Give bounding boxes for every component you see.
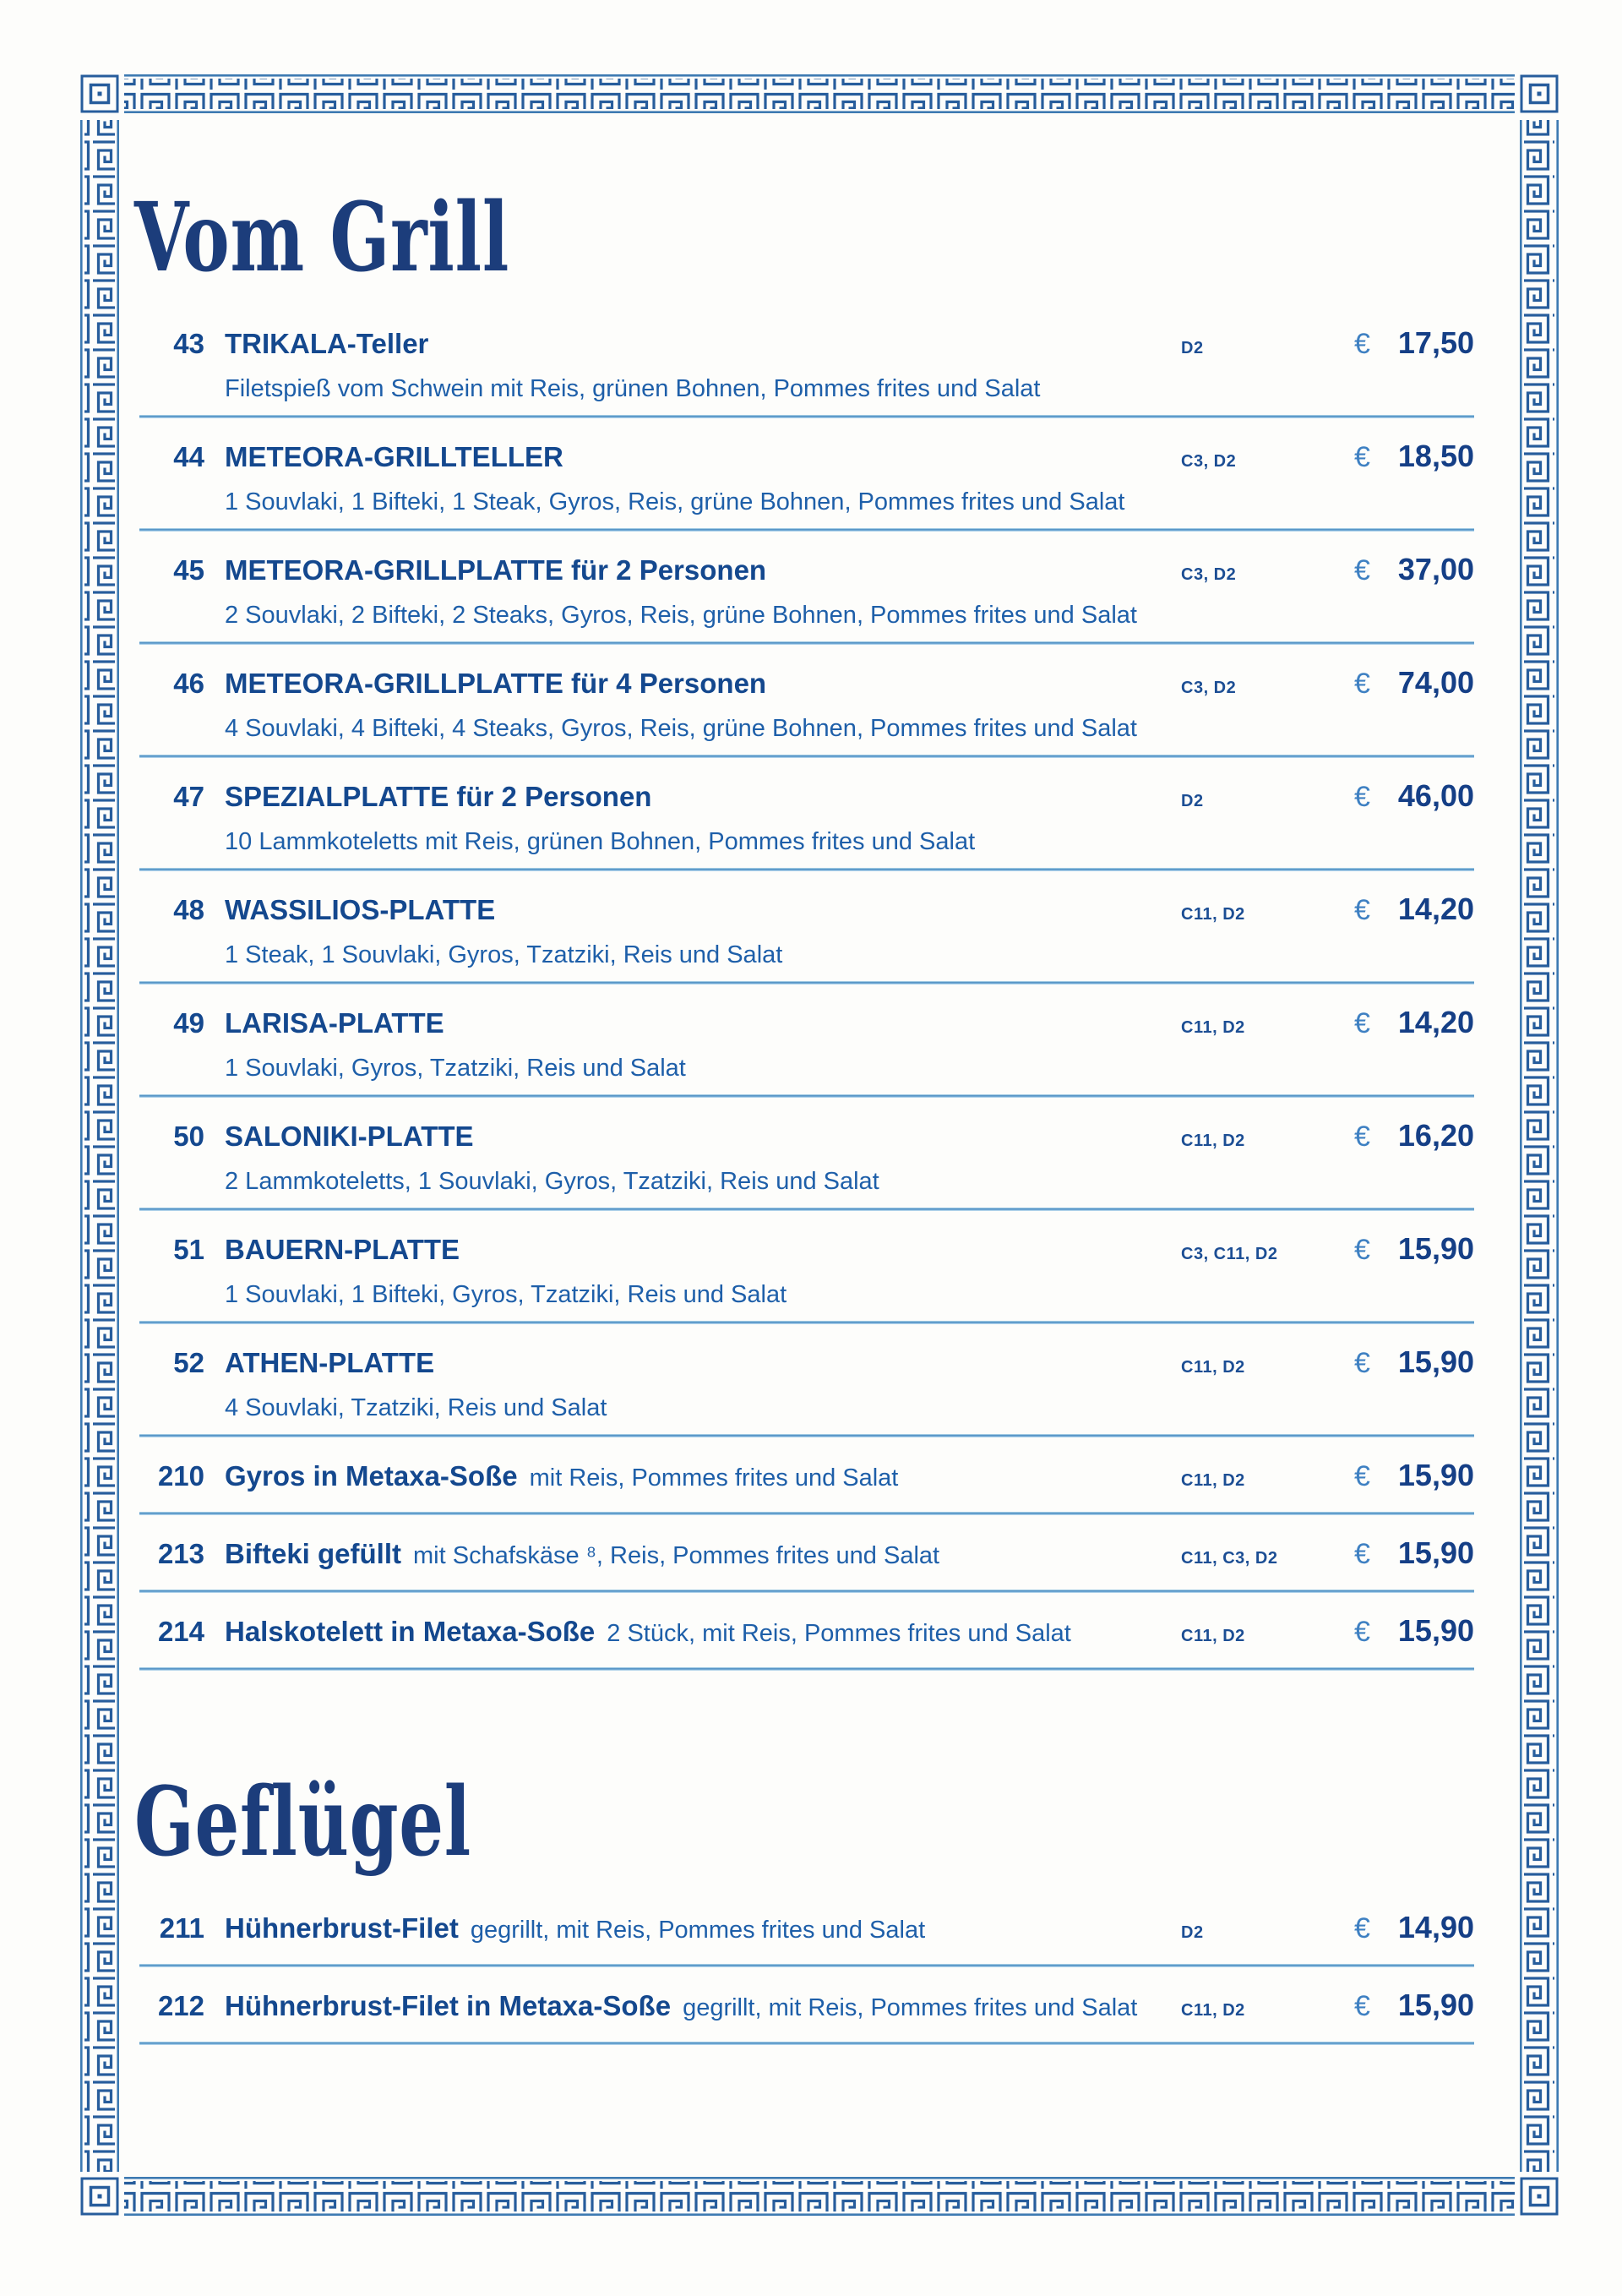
item-number: 210	[157, 1460, 204, 1492]
row-divider	[139, 1667, 1474, 1671]
euro-symbol: €	[1354, 1912, 1370, 1945]
item-title-group	[225, 777, 1181, 822]
menu-item	[139, 890, 1474, 984]
item-number: 45	[173, 554, 204, 586]
item-price: 46,00	[1397, 778, 1474, 814]
item-title-group	[225, 891, 1181, 935]
row-divider	[139, 1434, 1474, 1437]
euro-symbol: €	[1354, 1234, 1370, 1267]
euro-symbol: €	[1354, 1460, 1370, 1493]
menu-item	[139, 1003, 1474, 1098]
item-number: 46	[173, 668, 204, 700]
menu-item-main-line	[139, 550, 1474, 596]
item-description: 10 Lammkoteletts mit Reis, grünen Bohnen, Pommes frites und Salat	[225, 828, 976, 856]
item-title-group	[225, 1909, 1181, 1954]
item-allergen-codes: C3, D2	[1181, 679, 1237, 698]
item-description: 1 Souvlaki, 1 Bifteki, Gyros, Tzatziki, Reis und Salat	[225, 1281, 787, 1309]
menu-item	[139, 1343, 1474, 1437]
menu-item-main-line	[139, 663, 1474, 709]
item-allergen-codes: C3, C11, D2	[1181, 1245, 1278, 1264]
menu-item	[139, 324, 1474, 418]
menu-item	[139, 1456, 1474, 1515]
menu-item	[139, 1908, 1474, 1967]
item-inline-description: 2 Stück, mit Reis, Pommes frites und Salat	[607, 1620, 1071, 1648]
item-name: Halskotelett in Metaxa-Soße	[225, 1616, 596, 1648]
item-allergen-codes: C3, D2	[1181, 452, 1237, 472]
item-price: 15,90	[1397, 1613, 1474, 1649]
menu-item	[139, 437, 1474, 532]
euro-symbol: €	[1354, 1990, 1370, 2023]
item-name: Gyros in Metaxa-Soße	[225, 1460, 518, 1492]
row-divider	[139, 1964, 1474, 1967]
item-price: 18,50	[1397, 439, 1474, 474]
menu-item	[139, 1534, 1474, 1593]
euro-symbol: €	[1354, 1538, 1370, 1571]
item-number: 47	[173, 781, 204, 813]
item-title-group	[225, 1344, 1181, 1388]
menu-item	[139, 777, 1474, 871]
euro-symbol: €	[1354, 554, 1370, 587]
menu-item-main-line	[139, 1612, 1474, 1657]
item-price: 14,20	[1397, 892, 1474, 927]
item-number: 52	[173, 1347, 204, 1379]
item-inline-description: mit Reis, Pommes frites und Salat	[529, 1464, 899, 1492]
section-title: Geflügel	[134, 1767, 471, 1878]
item-price: 14,20	[1397, 1005, 1474, 1040]
item-price: 37,00	[1397, 552, 1474, 587]
item-name: SPEZIALPLATTE für 2 Personen	[225, 781, 652, 813]
euro-symbol: €	[1354, 441, 1370, 474]
menu-item-main-line	[139, 890, 1474, 935]
item-name: Hühnerbrust-Filet in Metaxa-Soße	[225, 1990, 672, 2022]
euro-symbol: €	[1354, 781, 1370, 814]
menu-item-main-line	[139, 1116, 1474, 1162]
menu-item	[139, 550, 1474, 645]
item-inline-description: gegrillt, mit Reis, Pommes frites und Salat	[683, 1994, 1138, 2022]
item-allergen-codes: C11, D2	[1181, 1471, 1245, 1491]
item-allergen-codes: C11, D2	[1181, 1627, 1245, 1646]
item-name: METEORA-GRILLPLATTE für 4 Personen	[225, 668, 767, 700]
item-description: 1 Steak, 1 Souvlaki, Gyros, Tzatziki, Reis und Salat	[225, 941, 783, 969]
row-divider	[139, 528, 1474, 532]
menu-item-main-line	[139, 1986, 1474, 2031]
item-name: ATHEN-PLATTE	[225, 1347, 435, 1379]
row-divider	[139, 981, 1474, 984]
euro-symbol: €	[1354, 1121, 1370, 1153]
euro-symbol: €	[1354, 328, 1370, 361]
item-number: 44	[173, 441, 204, 473]
item-title-group	[225, 1457, 1181, 1502]
menu-item-main-line	[139, 437, 1474, 483]
item-title-group	[225, 551, 1181, 596]
row-divider	[139, 2042, 1474, 2045]
item-allergen-codes: C11, D2	[1181, 1132, 1245, 1151]
item-allergen-codes: C11, D2	[1181, 1018, 1245, 1038]
item-name: Hühnerbrust-Filet	[225, 1912, 459, 1944]
item-description: 4 Souvlaki, 4 Bifteki, 4 Steaks, Gyros, Reis, grüne Bohnen, Pommes frites und Salat	[225, 715, 1137, 743]
menu-section	[134, 1767, 1474, 2064]
item-title-group	[225, 1004, 1181, 1049]
item-description: 4 Souvlaki, Tzatziki, Reis und Salat	[225, 1394, 607, 1422]
row-divider	[139, 868, 1474, 871]
item-name: Bifteki gefüllt	[225, 1538, 402, 1570]
item-allergen-codes: C11, C3, D2	[1181, 1549, 1278, 1568]
item-price: 15,90	[1397, 1344, 1474, 1380]
euro-symbol: €	[1354, 894, 1370, 927]
item-number: 50	[173, 1121, 204, 1153]
item-name: METEORA-GRILLTELLER	[225, 441, 563, 473]
row-divider	[139, 641, 1474, 645]
item-number: 51	[173, 1234, 204, 1266]
item-price: 16,20	[1397, 1118, 1474, 1153]
menu-item-main-line	[139, 324, 1474, 369]
item-allergen-codes: D2	[1181, 339, 1204, 358]
euro-symbol: €	[1354, 1616, 1370, 1649]
item-number: 212	[157, 1990, 204, 2022]
item-name: LARISA-PLATTE	[225, 1007, 444, 1039]
menu-item	[139, 1116, 1474, 1211]
item-number: 48	[173, 894, 204, 926]
item-title-group	[225, 438, 1181, 483]
section-title: Vom Grill	[134, 183, 510, 293]
euro-symbol: €	[1354, 1007, 1370, 1040]
item-description: Filetspieß vom Schwein mit Reis, grünen Bohnen, Pommes frites und Salat	[225, 375, 1041, 403]
item-number: 211	[159, 1912, 204, 1944]
item-allergen-codes: D2	[1181, 792, 1204, 811]
item-description: 1 Souvlaki, Gyros, Tzatziki, Reis und Salat	[225, 1055, 686, 1083]
item-inline-description: gegrillt, mit Reis, Pommes frites und Salat	[470, 1917, 926, 1944]
menu-items	[139, 1908, 1474, 2045]
menu-item-main-line	[139, 1003, 1474, 1049]
menu-item-main-line	[139, 1908, 1474, 1954]
item-title-group	[225, 1230, 1181, 1275]
row-divider	[139, 1321, 1474, 1324]
menu-item	[139, 1986, 1474, 2045]
row-divider	[139, 755, 1474, 758]
menu-item	[139, 1612, 1474, 1671]
row-divider	[139, 415, 1474, 418]
menu-item-main-line	[139, 1456, 1474, 1502]
menu-item	[139, 1230, 1474, 1324]
item-inline-description: mit Schafskäse ⁸, Reis, Pommes frites und Salat	[413, 1542, 940, 1570]
item-name: SALONIKI-PLATTE	[225, 1121, 474, 1153]
item-title-group	[225, 1117, 1181, 1162]
item-price: 15,90	[1397, 1535, 1474, 1571]
item-price: 15,90	[1397, 1231, 1474, 1267]
item-title-group	[225, 664, 1181, 709]
menu-item-main-line	[139, 777, 1474, 822]
item-price: 15,90	[1397, 1458, 1474, 1493]
item-title-group	[225, 1987, 1181, 2031]
row-divider	[139, 1208, 1474, 1211]
item-name: BAUERN-PLATTE	[225, 1234, 460, 1266]
euro-symbol: €	[1354, 668, 1370, 701]
menu-item-main-line	[139, 1534, 1474, 1579]
item-description: 1 Souvlaki, 1 Bifteki, 1 Steak, Gyros, Reis, grüne Bohnen, Pommes frites und Salat	[225, 488, 1125, 516]
row-divider	[139, 1512, 1474, 1515]
item-name: WASSILIOS-PLATTE	[225, 894, 496, 926]
item-name: METEORA-GRILLPLATTE für 2 Personen	[225, 554, 767, 586]
item-title-group	[225, 1612, 1181, 1657]
menu-items	[139, 324, 1474, 1671]
item-number: 49	[173, 1007, 204, 1039]
menu-section	[134, 183, 1474, 1689]
item-allergen-codes: C11, D2	[1181, 2001, 1245, 2021]
menu-item-main-line	[139, 1343, 1474, 1388]
euro-symbol: €	[1354, 1347, 1370, 1380]
item-price: 14,90	[1397, 1910, 1474, 1945]
item-price: 17,50	[1397, 325, 1474, 361]
row-divider	[139, 1094, 1474, 1098]
item-allergen-codes: D2	[1181, 1923, 1204, 1943]
menu-item-main-line	[139, 1230, 1474, 1275]
item-name: TRIKALA-Teller	[225, 328, 429, 360]
item-number: 213	[157, 1538, 204, 1570]
row-divider	[139, 1590, 1474, 1593]
menu-item	[139, 663, 1474, 758]
item-title-group	[225, 1535, 1181, 1579]
item-number: 43	[173, 328, 204, 360]
item-number: 214	[157, 1616, 204, 1648]
item-allergen-codes: C3, D2	[1181, 565, 1237, 585]
item-description: 2 Souvlaki, 2 Bifteki, 2 Steaks, Gyros, Reis, grüne Bohnen, Pommes frites und Salat	[225, 602, 1137, 630]
item-allergen-codes: C11, D2	[1181, 905, 1245, 924]
item-price: 15,90	[1397, 1988, 1474, 2023]
item-price: 74,00	[1397, 665, 1474, 701]
item-allergen-codes: C11, D2	[1181, 1358, 1245, 1377]
item-description: 2 Lammkoteletts, 1 Souvlaki, Gyros, Tzatziki, Reis und Salat	[225, 1168, 879, 1196]
item-title-group	[225, 324, 1181, 369]
